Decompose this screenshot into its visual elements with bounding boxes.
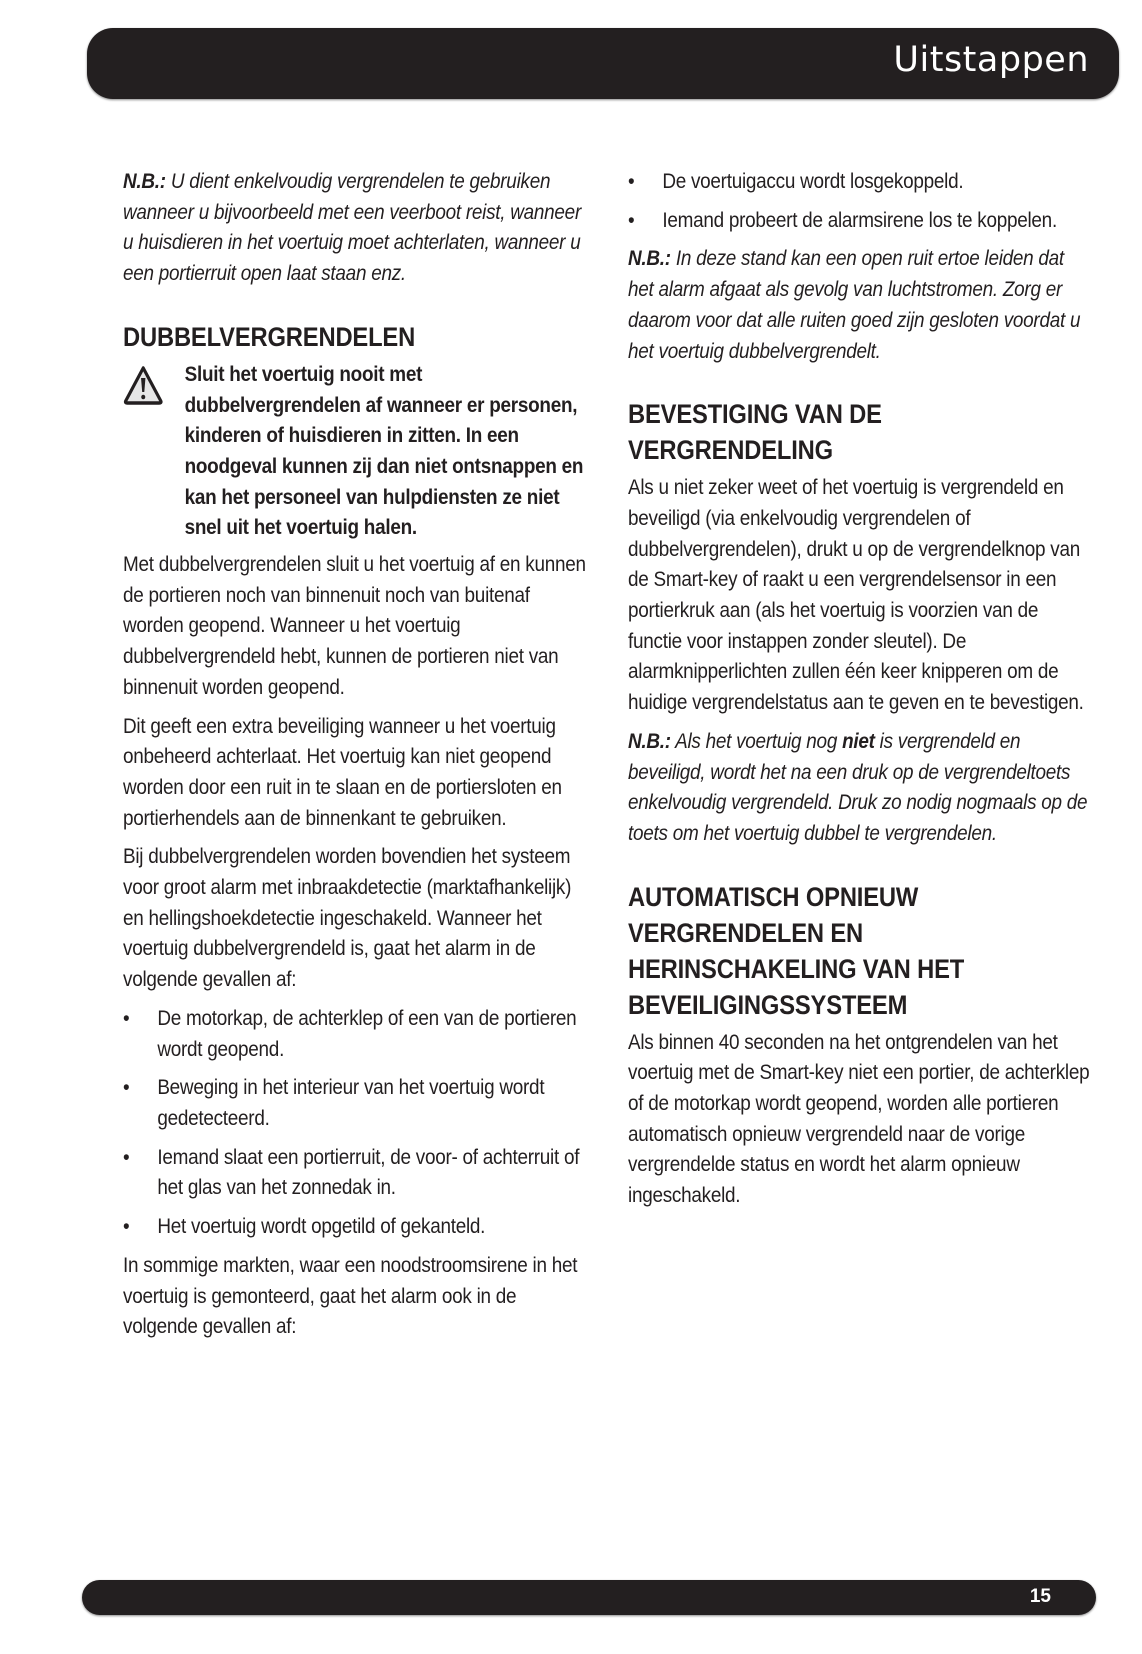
page-number: 15: [1029, 1586, 1051, 1607]
list-item: [123, 1211, 588, 1242]
paragraph: Als binnen 40 seconden na het ontgrendelen van het voertuig met de Smart-key niet een portier, de achterklep of de motorkap wordt geopend, worden alle portieren automatisch opnieuw vergrendeld naar de vorige vergrendelde status en wordt het alarm opnieuw ingeschakeld.: [628, 1029, 1090, 1208]
list-item: [628, 205, 1093, 236]
chapter-header-bar: [87, 28, 1119, 99]
bullet-icon: •: [628, 169, 635, 193]
list-item-text: De voertuigaccu wordt losgekoppeld.: [662, 169, 964, 193]
warning-triangle-icon: [123, 359, 185, 543]
list-item-text: Beweging in het interieur van het voertuig wordt gedetecteerd.: [157, 1075, 545, 1130]
note-text: Als het voertuig nog: [670, 728, 843, 753]
footer-bar: [82, 1580, 1096, 1615]
list-item: [628, 166, 1093, 197]
note-label: N.B.:: [628, 728, 671, 753]
section-heading-automatisch: AUTOMATISCH OPNIEUW VERGRENDELEN EN HERINSCHAKELING VAN HET BEVEILIGINGSSYSTEEM: [628, 881, 965, 1020]
backup-siren-list: [628, 166, 1093, 235]
note-not-locked: [628, 726, 1093, 849]
list-item: [123, 1003, 588, 1064]
warning-text: Sluit het voertuig nooit met dubbelvergrendelen af wanneer er personen, kinderen of huisdieren in zitten. In een noodgeval kunnen zij dan niet ontsnappen en kan het personeel van hulpdiensten ze niet snel uit het voertuig halen.: [184, 361, 584, 540]
bullet-icon: •: [123, 1144, 130, 1169]
right-column: [628, 166, 1093, 1219]
bullet-icon: •: [123, 1005, 130, 1030]
list-item: [123, 1142, 588, 1203]
note-text: is vergrendeld en beveiligd, wordt het na een druk op de vergrendeltoets enkelvoudig vergrendeld. Druk zo nodig nogmaals op de toets om het voertuig dubbel te vergrendelen.: [628, 728, 1088, 845]
chapter-title: Uitstappen: [893, 40, 1089, 80]
list-item-text: Iemand probeert de alarmsirene los te koppelen.: [662, 207, 1057, 232]
note-text: In deze stand kan een open ruit ertoe leiden dat het alarm afgaat als gevolg van luchtstromen. Zorg er daarom voor dat alle ruiten goed zijn gesloten voordat u het voertuig dubbelvergrendelt.: [628, 246, 1081, 363]
paragraph: Met dubbelvergrendelen sluit u het voertuig af en kunnen de portieren noch van binnenuit noch van buitenaf worden geopend. Wanneer u het voertuig dubbelvergrendeld hebt, kunnen de portieren niet van binnenuit worden geopend.: [123, 552, 586, 699]
note-label: N.B.:: [123, 169, 166, 193]
warning-block: [123, 359, 588, 543]
list-item-text: De motorkap, de achterklep of een van de portieren wordt geopend.: [157, 1005, 577, 1061]
list-item-text: Het voertuig wordt opgetild of gekanteld.: [157, 1214, 486, 1239]
note-enkelvoudig: [123, 166, 588, 289]
bullet-icon: •: [123, 1214, 130, 1239]
paragraph: Bij dubbelvergrendelen worden bovendien het systeem voor groot alarm met inbraakdetectie (marktafhankelijk) en hellingshoekdetectie ingeschakeld. Wanneer het voertuig dubbelvergrendeld is, gaat het alarm in de volgende gevallen af:: [123, 844, 572, 992]
paragraph: Dit geeft een extra beveiliging wanneer u het voertuig onbeheerd achterlaat. Het voertuig kan niet geopend worden door een ruit in te slaan en de portiersloten en portierhendels aan de binnenkant te gebruiken.: [123, 713, 562, 830]
note-emphasis: niet: [842, 728, 875, 753]
note-label: N.B.:: [628, 246, 671, 271]
paragraph: Als u niet zeker weet of het voertuig is vergrendeld en beveiligd (via enkelvoudig vergrendelen of dubbelvergrendelen), drukt u op de vergrendelknop van de Smart-key of raakt u een vergrendelsensor in een portierkruk aan (als het voertuig is voorzien van de functie voor instappen zonder sleutel). De alarmknipperlichten zullen één keer knipperen om de huidige vergrendelstatus aan te geven en te bevestigen.: [628, 475, 1084, 715]
alarm-trigger-list: [123, 1003, 588, 1242]
note-open-window: [628, 243, 1093, 366]
bullet-icon: •: [123, 1075, 130, 1100]
section-heading-bevestiging: BEVESTIGING VAN DE VERGRENDELING: [628, 399, 882, 466]
list-item-text: Iemand slaat een portierruit, de voor- of achterruit of het glas van het zonnedak in.: [157, 1144, 580, 1200]
list-item: [123, 1072, 588, 1133]
paragraph: In sommige markten, waar een noodstroomsirene in het voertuig is gemonteerd, gaat het alarm ook in de volgende gevallen af:: [123, 1252, 578, 1339]
note-text: U dient enkelvoudig vergrendelen te gebruiken wanneer u bijvoorbeeld met een veerboot reist, wanneer u huisdieren in het voertuig moet achterlaten, wanneer u een portierruit open laat staan enz.: [123, 169, 581, 286]
bullet-icon: •: [628, 207, 635, 232]
section-heading-dubbelvergrendelen: DUBBELVERGRENDELEN: [123, 321, 416, 352]
left-column: [123, 166, 588, 1350]
